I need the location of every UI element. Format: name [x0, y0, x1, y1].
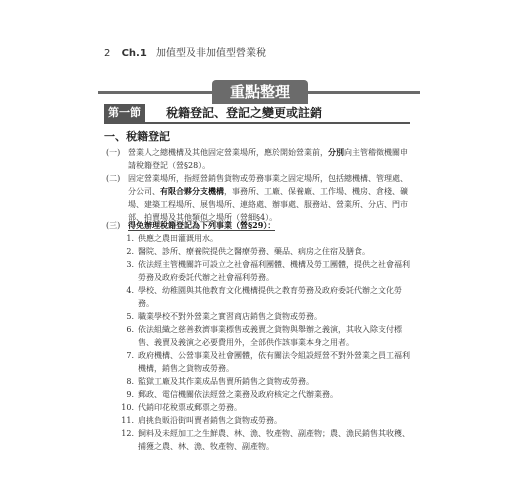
list-item [120, 323, 412, 349]
item-text: 醫院、診所、療養院提供之醫療勞務、藥品、病房之住宿及膳食。 [138, 247, 370, 256]
paragraph-2 [106, 172, 412, 224]
paragraph-label: (三) [106, 221, 121, 230]
paragraph-text [128, 146, 412, 172]
chapter-title: 加值型及非加值型營業稅 [155, 48, 266, 59]
item-number: 6. [126, 325, 134, 334]
list-item [120, 258, 412, 284]
item-number: 8. [126, 377, 134, 386]
item-text: 飼料及未經加工之生鮮農、林、漁、牧產物、副產物；農、漁民銷售其收穫、捕獲之農、林、漁、牧產物、副產物。 [138, 429, 410, 451]
running-head [104, 44, 266, 59]
list-item [120, 375, 412, 388]
item-number: 9. [126, 390, 134, 399]
page-number: 2 [104, 48, 111, 59]
list-item [120, 349, 412, 375]
item-text: 學校、幼稚園與其他教育文化機構提供之教育勞務及政府委託代辦之文化勞務。 [138, 286, 402, 308]
item-number: 5. [126, 312, 134, 321]
item-text: 依法經主管機關許可設立之社會福利團體、機構及勞工團體，提供之社會福利勞務及政府委託代辦之社會福利勞務。 [138, 260, 410, 282]
item-number: 2. [126, 247, 134, 256]
paragraph-1 [106, 146, 412, 172]
list-item [120, 245, 412, 258]
chapter-number: Ch.1 [121, 48, 147, 59]
item-number: 11. [121, 416, 134, 425]
item-text: 代銷印花稅票或郵票之勞務。 [138, 403, 242, 412]
paragraph-text [128, 172, 412, 224]
list-item [120, 310, 412, 323]
banner-title: 重點整理 [212, 80, 308, 104]
list-item [120, 388, 412, 401]
underlined-heading: 得免辦理稅籍登記為下列事業（營§29）： [128, 220, 276, 230]
item-text: 職業學校不對外營業之實習商店銷售之貨物或勞務。 [138, 312, 322, 321]
paragraph-label: (二) [106, 174, 121, 183]
item-number: 3. [126, 260, 134, 269]
item-number: 1. [126, 234, 134, 243]
paragraph-text [128, 219, 412, 232]
subsection-title: 一、稅籍登記 [104, 130, 170, 143]
item-text: 政府機構、公營事業及社會團體，依有關法令組設經營不對外營業之員工福利機構，銷售之貨物或勞務。 [138, 351, 410, 373]
text-run: 固定營業場所，指經營銷售貨物或勞務事業之固定場所，包括總機構、管理處、分公司、 [128, 174, 408, 196]
list-item [120, 414, 412, 427]
summary-banner [98, 80, 420, 104]
paragraph-label: (一) [106, 148, 121, 157]
highlight-text: 分別 [328, 147, 344, 157]
item-text: 監獄工廠及其作業成品售賣所銷售之貨物或勞務。 [138, 377, 314, 386]
item-number: 12. [121, 429, 134, 438]
text-run: ，事務所、工廠、保養廠、工作場、機房、倉棧、礦場、建築工程場所、展售場所、連絡處、辦事處、服務站、營業所、分店、門市部、拍賣場及其他類似之場所（營細§4）。 [128, 187, 408, 222]
list-item [120, 232, 412, 245]
list-item [120, 284, 412, 310]
item-number: 7. [126, 351, 134, 360]
item-text: 依法組織之慈善救濟事業標售或義賣之貨物與舉辦之義演，其收入除支付標售、義賣及義演之必要費用外，全部供作該事業本身之用者。 [138, 325, 402, 347]
item-number: 4. [126, 286, 134, 295]
highlight-text: 有限合夥分支機構 [160, 186, 224, 196]
text-run: 向主管稽徵機關申請稅籍登記（營§28）。 [128, 148, 408, 170]
section-number: 第一節 [104, 104, 145, 122]
item-text: 供應之農田灌溉用水。 [138, 234, 218, 243]
item-text: 郵政、電信機關依法經營之業務及政府核定之代辦業務。 [138, 390, 338, 399]
section-heading [104, 104, 410, 124]
list-item [120, 427, 412, 453]
list-item [120, 401, 412, 414]
paragraph-3 [106, 219, 412, 232]
item-number: 10. [121, 403, 134, 412]
exempt-list [120, 232, 412, 453]
text-run: 營業人之總機構及其他固定營業場所，應於開始營業前， [128, 148, 328, 157]
item-text: 肩挑負販沿街叫賣者銷售之貨物或勞務。 [138, 416, 282, 425]
section-title: 稅籍登記、登記之變更或註銷 [166, 106, 323, 120]
